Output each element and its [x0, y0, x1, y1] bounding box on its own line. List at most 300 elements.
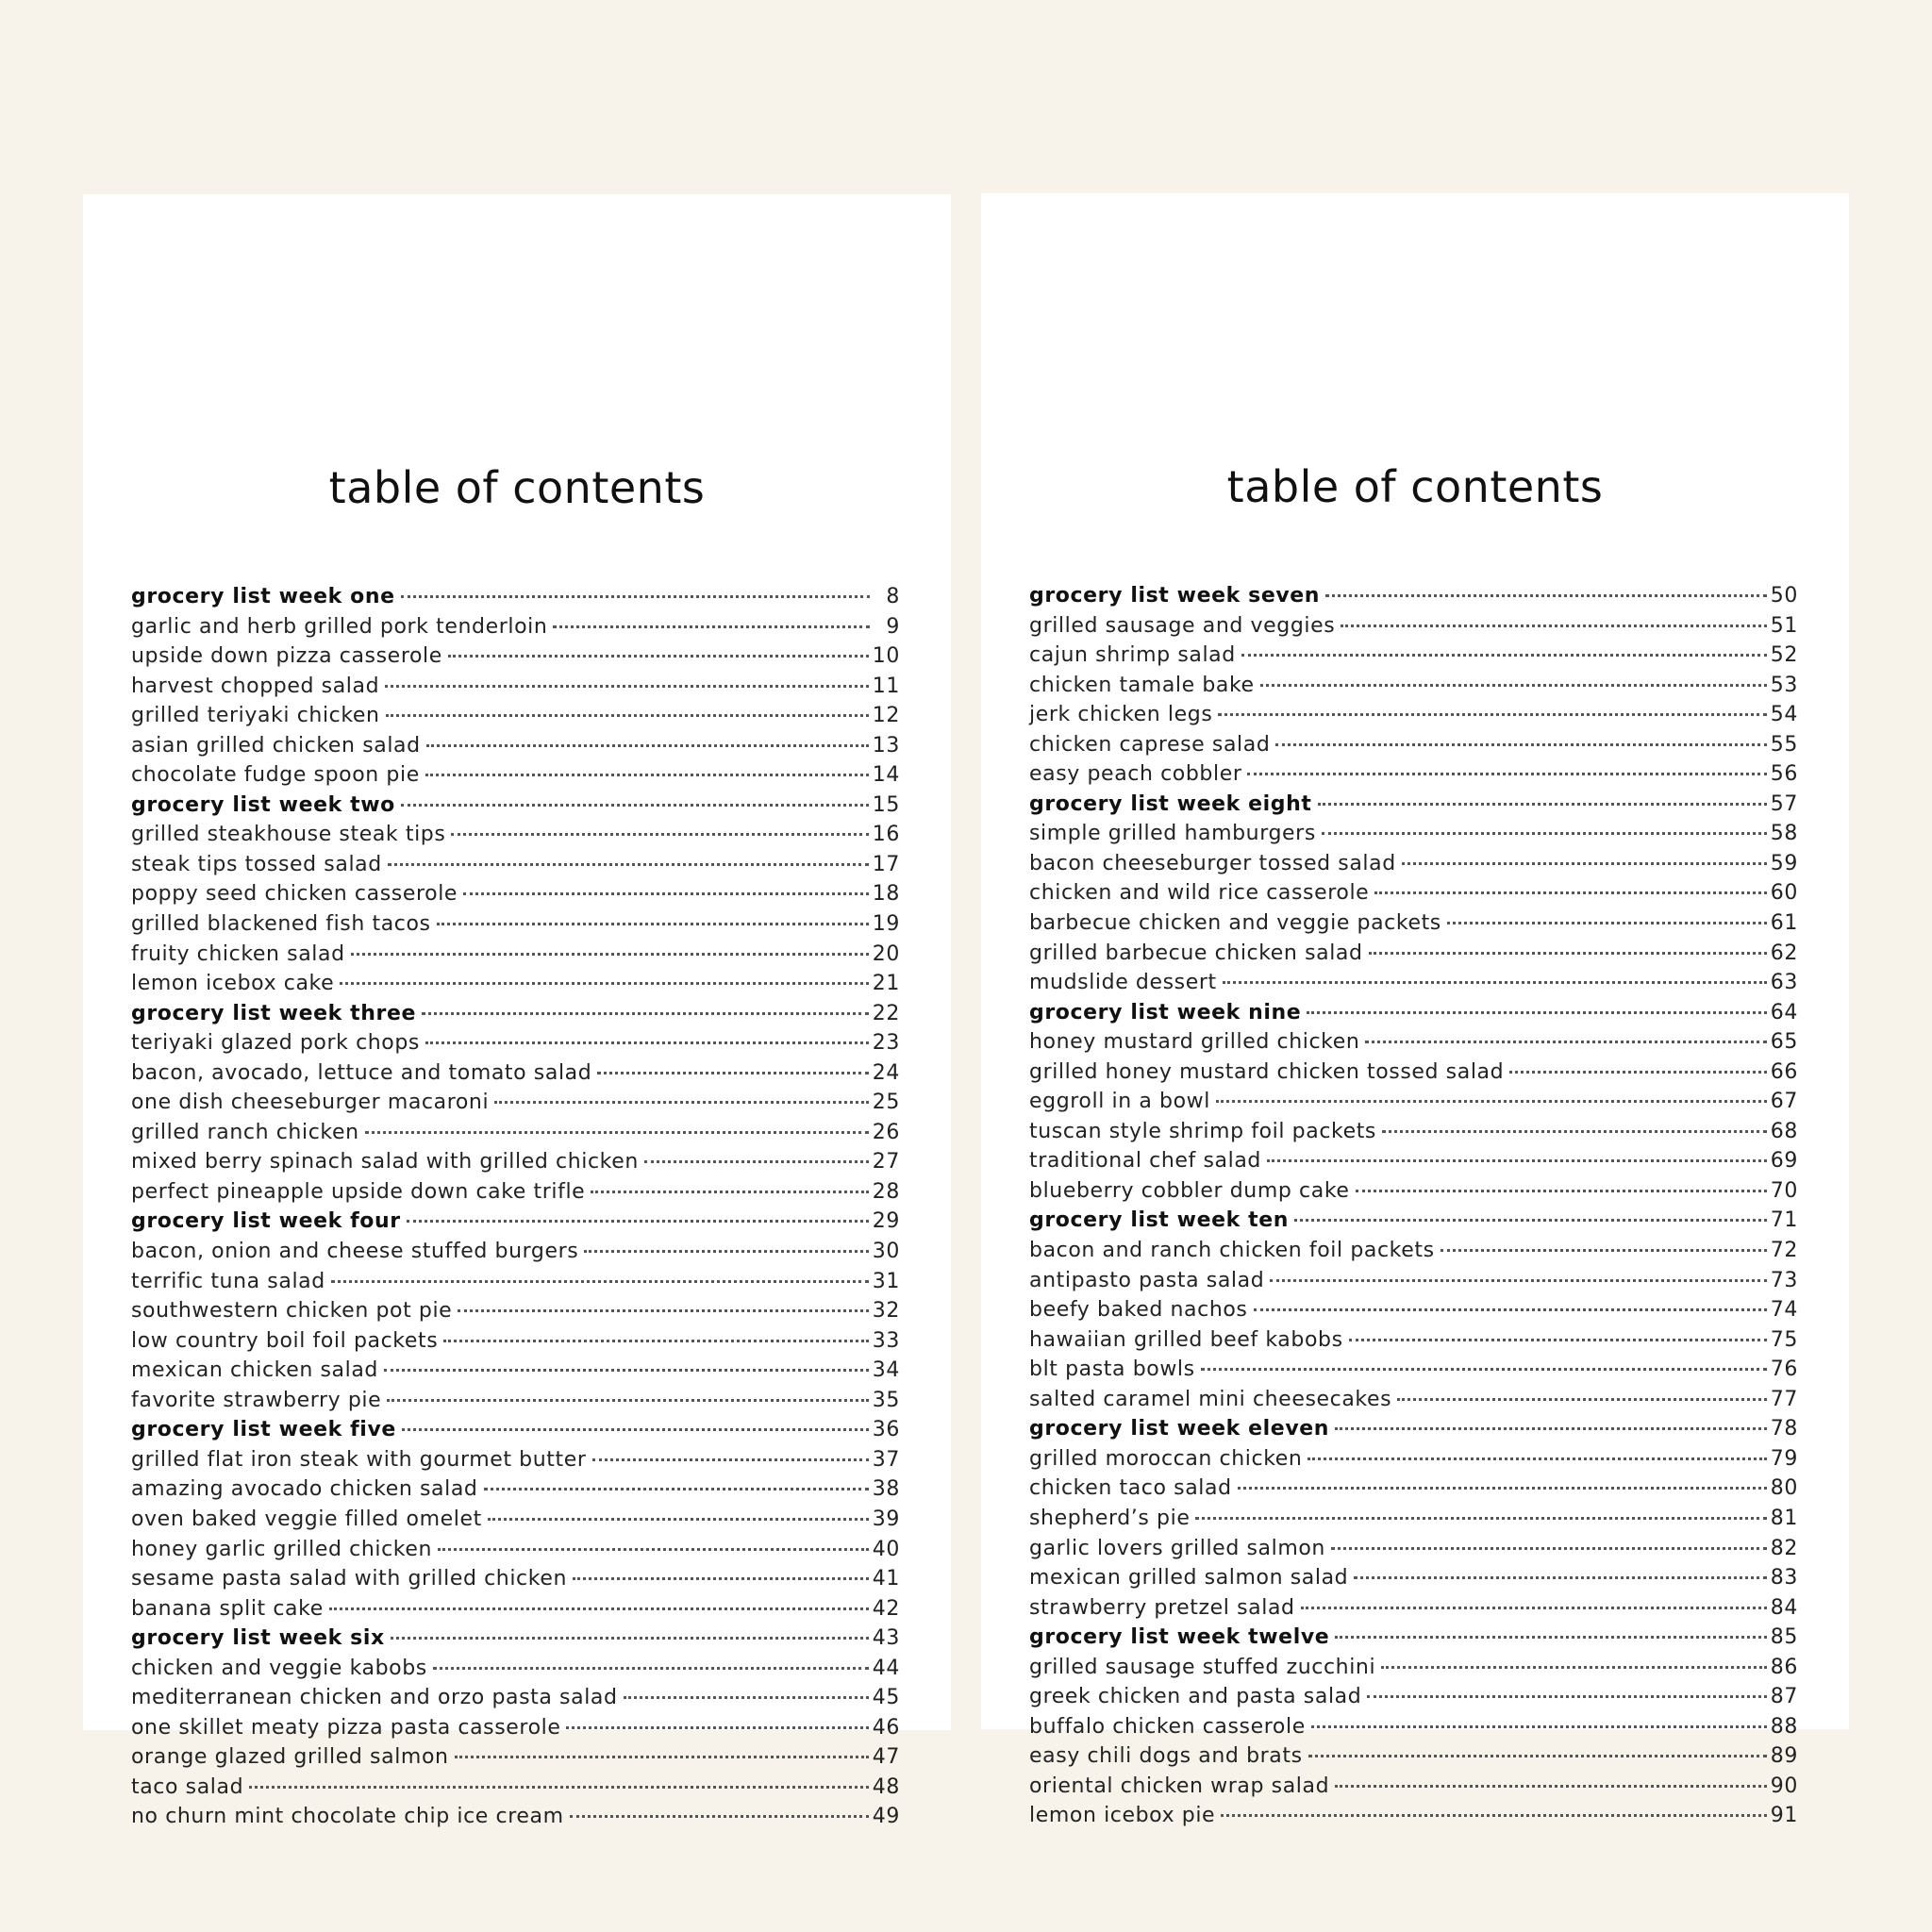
toc-list — [1029, 584, 1798, 1834]
toc-page-number: 19 — [872, 912, 900, 937]
toc-entry-label: beefy baked nachos — [1029, 1298, 1248, 1323]
toc-entry-label: bacon, avocado, lettuce and tomato salad — [131, 1060, 592, 1085]
dot-leader — [458, 1309, 868, 1312]
toc-entry-label: taco salad — [131, 1774, 244, 1799]
toc-page-number: 43 — [872, 1626, 900, 1651]
dot-leader — [1325, 594, 1767, 597]
dot-leader — [402, 1428, 869, 1431]
toc-page-number: 31 — [872, 1269, 900, 1293]
toc-page-number: 73 — [1770, 1268, 1798, 1292]
dot-leader — [591, 1191, 868, 1193]
dot-leader — [426, 744, 869, 747]
toc-page-number: 28 — [872, 1179, 900, 1204]
toc-entry-label: greek chicken and pasta salad — [1029, 1685, 1362, 1709]
dot-leader — [488, 1518, 869, 1521]
toc-page-number: 49 — [872, 1805, 900, 1829]
toc-entry — [131, 1358, 900, 1389]
toc-entry — [131, 1686, 900, 1716]
toc-entry — [1029, 881, 1798, 911]
toc-entry — [1029, 1447, 1798, 1477]
toc-page-number: 53 — [1770, 673, 1798, 697]
dot-leader — [340, 982, 869, 985]
toc-entry-label: oriental chicken wrap salad — [1029, 1774, 1330, 1798]
dot-leader — [1260, 684, 1767, 687]
toc-entry-label: favorite strawberry pie — [131, 1388, 382, 1412]
toc-entry — [131, 1567, 900, 1597]
dot-leader — [1270, 1279, 1767, 1282]
toc-page-number: 60 — [1770, 881, 1798, 906]
toc-entry-label: antipasto pasta salad — [1029, 1268, 1265, 1292]
toc-entry-label: mexican grilled salmon salad — [1029, 1566, 1349, 1591]
page-title: table of contents — [1226, 461, 1604, 512]
toc-entry-label: grocery list week eleven — [1029, 1417, 1330, 1441]
toc-page-number: 29 — [872, 1209, 900, 1234]
toc-entry-label: upside down pizza casserole — [131, 644, 442, 669]
dot-leader — [388, 863, 869, 866]
toc-entry-label: grocery list week ten — [1029, 1208, 1290, 1233]
toc-entry-label: grilled flat iron steak with gourmet butter — [131, 1447, 587, 1472]
toc-entry-label: orange glazed grilled salmon — [131, 1745, 449, 1770]
toc-page-number: 12 — [872, 704, 900, 728]
toc-entry — [1029, 1804, 1798, 1834]
toc-entry — [131, 1657, 900, 1687]
dot-leader — [1381, 1666, 1767, 1669]
toc-page-number: 76 — [1770, 1357, 1798, 1382]
toc-page-number: 90 — [1770, 1774, 1798, 1798]
toc-page-number: 83 — [1770, 1566, 1798, 1591]
toc-section-heading — [131, 1418, 900, 1448]
toc-entry-label: garlic and herb grilled pork tenderloin — [131, 614, 548, 639]
toc-entry — [1029, 1566, 1798, 1596]
toc-page-number: 56 — [1770, 762, 1798, 787]
toc-entry — [131, 1121, 900, 1151]
toc-entry-label: one skillet meaty pizza pasta casserole — [131, 1715, 561, 1740]
dot-leader — [1349, 1339, 1767, 1341]
toc-entry — [1029, 822, 1798, 852]
toc-page-number: 37 — [872, 1447, 900, 1472]
toc-entry — [131, 972, 900, 1002]
dot-leader — [1356, 1190, 1767, 1192]
toc-page-number: 81 — [1770, 1506, 1798, 1530]
toc-page-number: 77 — [1770, 1387, 1798, 1411]
toc-entry-label: salted caramel mini cheesecakes — [1029, 1387, 1392, 1411]
toc-page-number: 74 — [1770, 1298, 1798, 1323]
toc-entry-label: simple grilled hamburgers — [1029, 822, 1316, 846]
toc-entry — [131, 912, 900, 942]
dot-leader — [1367, 1695, 1766, 1698]
toc-entry-label: grilled steakhouse steak tips — [131, 823, 446, 847]
dot-leader — [1447, 922, 1767, 924]
toc-entry — [1029, 674, 1798, 704]
toc-page-number: 66 — [1770, 1059, 1798, 1084]
toc-page-right — [981, 193, 1849, 1828]
toc-entry — [1029, 1030, 1798, 1060]
dot-leader — [425, 774, 869, 776]
toc-entry-label: easy chili dogs and brats — [1029, 1744, 1303, 1769]
toc-entry — [1029, 1179, 1798, 1209]
dot-leader — [1221, 1814, 1767, 1817]
toc-entry-label: grocery list week twelve — [1029, 1625, 1330, 1650]
toc-entry — [1029, 1239, 1798, 1269]
toc-entry-label: fruity chicken salad — [131, 941, 345, 966]
toc-entry — [131, 644, 900, 675]
toc-entry-label: grilled sausage and veggies — [1029, 613, 1336, 638]
toc-page-number: 14 — [872, 763, 900, 788]
dot-leader — [329, 1607, 869, 1610]
dot-leader — [1267, 1159, 1767, 1162]
toc-page-number: 35 — [872, 1388, 900, 1412]
toc-entry-label: sesame pasta salad with grilled chicken — [131, 1567, 567, 1591]
toc-page-number: 84 — [1770, 1595, 1798, 1620]
toc-entry — [131, 823, 900, 853]
toc-entry — [1029, 971, 1798, 1001]
toc-entry — [1029, 1715, 1798, 1745]
toc-page-number: 58 — [1770, 822, 1798, 846]
dot-leader — [1308, 1755, 1767, 1757]
toc-entry — [1029, 762, 1798, 792]
toc-entry-label: tuscan style shrimp foil packets — [1029, 1119, 1376, 1143]
dot-leader — [1365, 1041, 1766, 1043]
toc-entry — [1029, 852, 1798, 882]
toc-entry-label: teriyaki glazed pork chops — [131, 1031, 420, 1056]
toc-page-number: 71 — [1770, 1208, 1798, 1233]
toc-entry — [131, 1299, 900, 1329]
toc-page-number: 62 — [1770, 941, 1798, 965]
toc-entry-label: grilled blackened fish tacos — [131, 912, 431, 937]
toc-entry — [131, 1091, 900, 1121]
toc-page-number: 48 — [872, 1774, 900, 1799]
toc-entry — [131, 1180, 900, 1210]
toc-page-number: 40 — [872, 1537, 900, 1561]
dot-leader — [592, 1458, 869, 1461]
toc-page-number: 75 — [1770, 1327, 1798, 1352]
toc-page-number: 55 — [1770, 732, 1798, 757]
dot-leader — [1254, 1308, 1767, 1311]
toc-page-number: 63 — [1770, 971, 1798, 995]
toc-entry-label: bacon cheeseburger tossed salad — [1029, 851, 1396, 875]
toc-page-number: 82 — [1770, 1536, 1798, 1560]
toc-entry — [131, 1477, 900, 1507]
toc-entry — [131, 1597, 900, 1627]
toc-entry — [1029, 614, 1798, 644]
dot-leader — [624, 1696, 869, 1699]
toc-entry — [1029, 733, 1798, 763]
toc-page-number: 30 — [872, 1240, 900, 1264]
toc-page-number: 39 — [872, 1507, 900, 1531]
toc-entry — [1029, 1596, 1798, 1626]
dot-leader — [553, 625, 870, 628]
toc-section-heading — [1029, 1001, 1798, 1031]
page-title: table of contents — [328, 462, 706, 513]
toc-section-heading — [131, 793, 900, 824]
toc-entry-label: steak tips tossed salad — [131, 852, 382, 876]
toc-entry-label: chicken and veggie kabobs — [131, 1656, 427, 1680]
toc-section-heading — [1029, 584, 1798, 614]
toc-entry — [131, 1538, 900, 1568]
toc-entry-label: honey garlic grilled chicken — [131, 1537, 433, 1561]
dot-leader — [1509, 1071, 1767, 1074]
dot-leader — [401, 804, 869, 807]
toc-page-number: 21 — [872, 972, 900, 996]
toc-entry — [131, 763, 900, 793]
toc-page-number: 70 — [1770, 1178, 1798, 1203]
toc-entry — [131, 1150, 900, 1180]
dot-leader — [1275, 743, 1766, 746]
toc-entry — [1029, 1685, 1798, 1715]
dot-leader — [1335, 1785, 1767, 1788]
dot-leader — [644, 1160, 869, 1163]
dot-leader — [407, 1220, 869, 1223]
toc-entry-label: grilled barbecue chicken salad — [1029, 941, 1363, 965]
dot-leader — [365, 1131, 869, 1134]
toc-page-number: 68 — [1770, 1119, 1798, 1143]
toc-entry-label: cajun shrimp salad — [1029, 643, 1236, 668]
toc-entry — [1029, 1537, 1798, 1567]
toc-section-heading — [1029, 1417, 1798, 1447]
toc-entry — [1029, 1120, 1798, 1150]
toc-entry — [1029, 1507, 1798, 1537]
toc-entry-label: bacon and ranch chicken foil packets — [1029, 1239, 1435, 1263]
toc-entry — [131, 1448, 900, 1478]
toc-page-number: 51 — [1770, 613, 1798, 638]
toc-entry-label: grocery list week seven — [1029, 584, 1321, 608]
toc-page-number: 26 — [872, 1120, 900, 1144]
toc-page-number: 80 — [1770, 1476, 1798, 1501]
toc-entry-label: traditional chef salad — [1029, 1149, 1261, 1174]
toc-entry-label: perfect pineapple upside down cake trifle — [131, 1179, 586, 1204]
dot-leader — [448, 655, 869, 658]
toc-entry-label: asian grilled chicken salad — [131, 733, 421, 758]
toc-entry — [1029, 643, 1798, 674]
dot-leader — [1201, 1368, 1767, 1371]
toc-entry-label: grilled moroccan chicken — [1029, 1446, 1303, 1471]
dot-leader — [451, 833, 868, 836]
toc-page-number: 8 — [886, 585, 900, 608]
dot-leader — [351, 953, 869, 956]
dot-leader — [401, 595, 870, 598]
dot-leader — [422, 1012, 869, 1015]
dot-leader — [1331, 1547, 1767, 1550]
toc-entry — [131, 1270, 900, 1300]
toc-entry-label: blueberry cobbler dump cake — [1029, 1178, 1350, 1203]
dot-leader — [386, 714, 869, 717]
toc-page-number: 16 — [872, 823, 900, 847]
toc-entry-label: grocery list week three — [131, 1001, 417, 1025]
toc-page-number: 64 — [1770, 1000, 1798, 1024]
toc-entry-label: grocery list week one — [131, 585, 395, 608]
toc-page-number: 15 — [872, 792, 900, 817]
dot-leader — [387, 1399, 869, 1402]
toc-list — [131, 585, 900, 1835]
toc-page-number: 52 — [1770, 643, 1798, 668]
dot-leader — [570, 1815, 869, 1818]
toc-entry-label: mudslide dessert — [1029, 971, 1217, 995]
toc-entry-label: terrific tuna salad — [131, 1269, 325, 1293]
toc-section-heading — [131, 1002, 900, 1032]
dot-leader — [1335, 1636, 1767, 1639]
dot-leader — [597, 1072, 868, 1074]
dot-leader — [1382, 1130, 1767, 1133]
toc-entry — [1029, 1774, 1798, 1805]
toc-entry-label: jerk chicken legs — [1029, 703, 1213, 727]
toc-entry-label: chicken caprese salad — [1029, 732, 1271, 757]
toc-entry-label: harvest chopped salad — [131, 674, 380, 698]
toc-entry-label: grocery list week six — [131, 1626, 385, 1651]
dot-leader — [1195, 1517, 1766, 1520]
toc-entry-label: mixed berry spinach salad with grilled chicken — [131, 1150, 639, 1174]
toc-entry — [1029, 1357, 1798, 1388]
toc-page-number: 20 — [872, 941, 900, 966]
dot-leader — [1311, 1725, 1767, 1728]
toc-entry-label: grocery list week two — [131, 792, 395, 817]
dot-leader — [584, 1250, 868, 1253]
toc-section-heading — [1029, 1208, 1798, 1239]
toc-entry — [131, 675, 900, 705]
toc-entry — [131, 882, 900, 912]
dot-leader — [1216, 1100, 1767, 1103]
toc-entry-label: low country boil foil packets — [131, 1328, 439, 1353]
toc-entry-label: banana split cake — [131, 1596, 324, 1621]
toc-entry — [131, 942, 900, 973]
dot-leader — [1218, 713, 1766, 716]
toc-page-number: 54 — [1770, 703, 1798, 727]
dot-leader — [331, 1280, 869, 1283]
toc-entry — [1029, 703, 1798, 733]
toc-entry-label: amazing avocado chicken salad — [131, 1477, 478, 1502]
toc-section-heading — [1029, 1625, 1798, 1656]
toc-page-number: 65 — [1770, 1030, 1798, 1055]
toc-entry — [1029, 1060, 1798, 1091]
toc-page-number: 41 — [872, 1567, 900, 1591]
toc-page-number: 47 — [872, 1745, 900, 1770]
toc-entry — [1029, 1744, 1798, 1774]
dot-leader — [1369, 952, 1767, 955]
toc-entry-label: poppy seed chicken casserole — [131, 882, 458, 907]
dot-leader — [1238, 1487, 1767, 1490]
toc-entry-label: hawaiian grilled beef kabobs — [1029, 1327, 1343, 1352]
toc-page-left — [83, 194, 951, 1829]
toc-entry — [131, 1031, 900, 1061]
toc-entry-label: blt pasta bowls — [1029, 1357, 1195, 1382]
toc-entry — [131, 1805, 900, 1835]
dot-leader — [433, 1667, 869, 1670]
dot-leader — [438, 1548, 869, 1551]
dot-leader — [1301, 1607, 1767, 1609]
toc-page-number: 61 — [1770, 911, 1798, 936]
toc-page-number: 24 — [872, 1060, 900, 1085]
toc-entry-label: chicken and wild rice casserole — [1029, 881, 1370, 906]
toc-page-number: 57 — [1770, 791, 1798, 816]
toc-page-number: 33 — [872, 1328, 900, 1353]
toc-entry-label: grocery list week nine — [1029, 1000, 1302, 1024]
toc-page-number: 36 — [872, 1418, 900, 1442]
toc-page-number: 22 — [872, 1001, 900, 1025]
toc-section-heading — [1029, 792, 1798, 823]
toc-page-number: 89 — [1770, 1744, 1798, 1769]
toc-entry — [131, 1240, 900, 1270]
dot-leader — [1223, 981, 1767, 984]
toc-entry-label: one dish cheeseburger macaroni — [131, 1091, 490, 1115]
toc-entry-label: grilled sausage stuffed zucchini — [1029, 1655, 1376, 1679]
dot-leader — [1397, 1398, 1767, 1401]
dot-leader — [573, 1577, 869, 1580]
toc-entry — [131, 1507, 900, 1538]
dot-leader — [1294, 1219, 1767, 1222]
toc-section-heading — [131, 1209, 900, 1240]
dot-leader — [484, 1488, 869, 1491]
dot-leader — [1335, 1427, 1767, 1430]
toc-page-number: 13 — [872, 733, 900, 758]
dot-leader — [443, 1340, 869, 1342]
toc-page-number: 86 — [1770, 1655, 1798, 1679]
toc-entry-label: no churn mint chocolate chip ice cream — [131, 1805, 564, 1829]
toc-entry — [1029, 1476, 1798, 1507]
toc-entry-label: eggroll in a bowl — [1029, 1090, 1210, 1114]
toc-page-number: 46 — [872, 1715, 900, 1740]
toc-entry-label: grilled teriyaki chicken — [131, 704, 380, 728]
toc-entry — [131, 1061, 900, 1091]
dot-leader — [1247, 773, 1766, 775]
toc-entry-label: barbecue chicken and veggie packets — [1029, 911, 1441, 936]
dot-leader — [463, 892, 869, 895]
dot-leader — [425, 1041, 869, 1044]
toc-entry-label: oven baked veggie filled omelet — [131, 1507, 482, 1531]
toc-entry-label: grilled honey mustard chicken tossed salad — [1029, 1059, 1505, 1084]
toc-entry-label: lemon icebox cake — [131, 972, 335, 996]
toc-entry — [131, 1329, 900, 1359]
dot-leader — [1318, 803, 1767, 806]
dot-leader — [1354, 1576, 1767, 1579]
dot-leader — [437, 923, 869, 925]
toc-section-heading — [131, 1626, 900, 1657]
toc-page-number: 69 — [1770, 1149, 1798, 1174]
toc-page-number: 44 — [872, 1656, 900, 1680]
toc-page-number: 78 — [1770, 1417, 1798, 1441]
dot-leader — [455, 1756, 869, 1758]
toc-page-number: 87 — [1770, 1685, 1798, 1709]
toc-section-heading — [131, 585, 900, 615]
dot-leader — [1441, 1249, 1767, 1252]
toc-entry — [131, 1775, 900, 1806]
dot-leader — [1307, 1457, 1766, 1460]
toc-entry — [1029, 1388, 1798, 1418]
toc-entry-label: mediterranean chicken and orzo pasta salad — [131, 1686, 618, 1710]
toc-entry — [1029, 1656, 1798, 1686]
toc-page-number: 85 — [1770, 1625, 1798, 1650]
dot-leader — [1322, 832, 1767, 835]
toc-entry-label: grocery list week four — [131, 1209, 401, 1234]
toc-entry-label: lemon icebox pie — [1029, 1804, 1216, 1828]
dot-leader — [494, 1101, 869, 1104]
dot-leader — [1402, 862, 1767, 865]
toc-page-number: 38 — [872, 1477, 900, 1502]
toc-entry — [131, 615, 900, 645]
toc-entry — [1029, 1149, 1798, 1179]
toc-entry-label: chocolate fudge spoon pie — [131, 763, 420, 788]
toc-entry — [1029, 1269, 1798, 1299]
toc-page-number: 88 — [1770, 1714, 1798, 1739]
toc-entry-label: easy peach cobbler — [1029, 762, 1242, 787]
toc-page-number: 17 — [872, 852, 900, 876]
toc-page-number: 42 — [872, 1596, 900, 1621]
dot-leader — [391, 1637, 869, 1640]
toc-entry — [131, 853, 900, 883]
toc-page-number: 79 — [1770, 1446, 1798, 1471]
toc-entry-label: buffalo chicken casserole — [1029, 1714, 1306, 1739]
dot-leader — [249, 1786, 869, 1789]
toc-entry-label: grilled ranch chicken — [131, 1120, 359, 1144]
dot-leader — [1374, 891, 1766, 894]
